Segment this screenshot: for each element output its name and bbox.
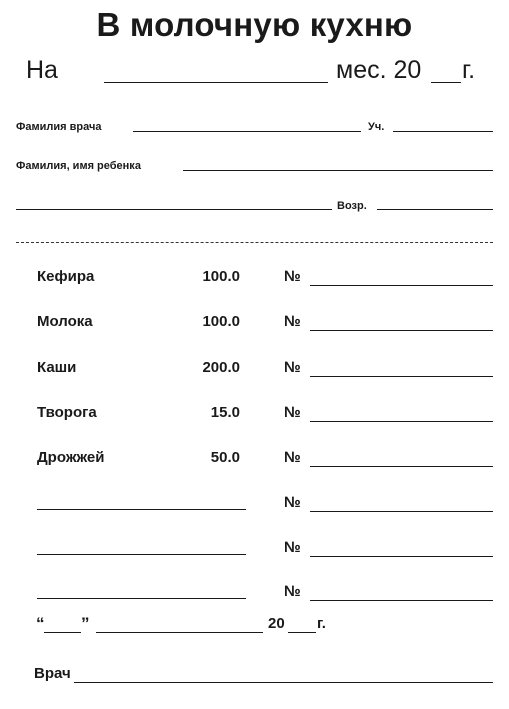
item-number-label: № [284, 359, 301, 376]
item-number-field[interactable] [310, 600, 493, 601]
item-name: Дрожжей [37, 449, 105, 466]
item-number-label: № [284, 449, 301, 466]
item-number-label: № [284, 494, 301, 511]
item-number-field[interactable] [310, 330, 493, 331]
address-field[interactable] [16, 209, 332, 210]
item-qty: 200.0 [202, 359, 240, 376]
item-name: Молока [37, 313, 93, 330]
child-name-label: Фамилия, имя ребенка [16, 160, 141, 172]
form-title: В молочную кухню [96, 6, 413, 43]
item-number-field[interactable] [310, 285, 493, 286]
item-name: Творога [37, 404, 97, 421]
separator [16, 242, 493, 243]
district-label: Уч. [368, 121, 385, 133]
institution-field[interactable] [104, 82, 328, 83]
item-qty: 100.0 [202, 268, 240, 285]
blank-item-field[interactable] [37, 554, 246, 555]
item-number-label: № [284, 404, 301, 421]
item-qty: 100.0 [202, 313, 240, 330]
item-number-field[interactable] [310, 421, 493, 422]
open-quote: “ [36, 614, 45, 633]
item-qty: 50.0 [210, 449, 240, 466]
item-number-label: № [284, 268, 301, 285]
child-name-field[interactable] [183, 170, 493, 171]
month-label: мес. 20 [336, 56, 422, 84]
blank-item-field[interactable] [37, 598, 246, 599]
doctor-signature-field[interactable] [74, 682, 493, 683]
doctor-surname-field[interactable] [133, 131, 361, 132]
item-name: Кефира [37, 268, 95, 285]
item-number-label: № [284, 539, 301, 556]
blank-item-field[interactable] [37, 509, 246, 510]
item-number-field[interactable] [310, 376, 493, 377]
item-number-field[interactable] [310, 556, 493, 557]
month-field[interactable] [96, 632, 263, 633]
doctor-surname-label: Фамилия врача [16, 121, 102, 133]
date-year-field[interactable] [288, 632, 316, 633]
item-number-label: № [284, 313, 301, 330]
date-year: 20 [268, 615, 285, 632]
date-year-suffix: г. [317, 615, 326, 632]
doctor-signature-label: Врач [34, 665, 71, 682]
item-qty: 15.0 [210, 404, 240, 421]
item-number-field[interactable] [310, 511, 493, 512]
age-label: Возр. [337, 200, 367, 212]
year-suffix: г. [462, 56, 476, 84]
to-label: На [26, 56, 58, 84]
close-quote: ” [81, 614, 90, 633]
day-field[interactable] [44, 632, 81, 633]
year-field[interactable] [431, 82, 461, 83]
age-field[interactable] [377, 209, 493, 210]
item-number-label: № [284, 583, 301, 600]
item-number-field[interactable] [310, 466, 493, 467]
district-field[interactable] [393, 131, 493, 132]
item-name: Каши [37, 359, 77, 376]
